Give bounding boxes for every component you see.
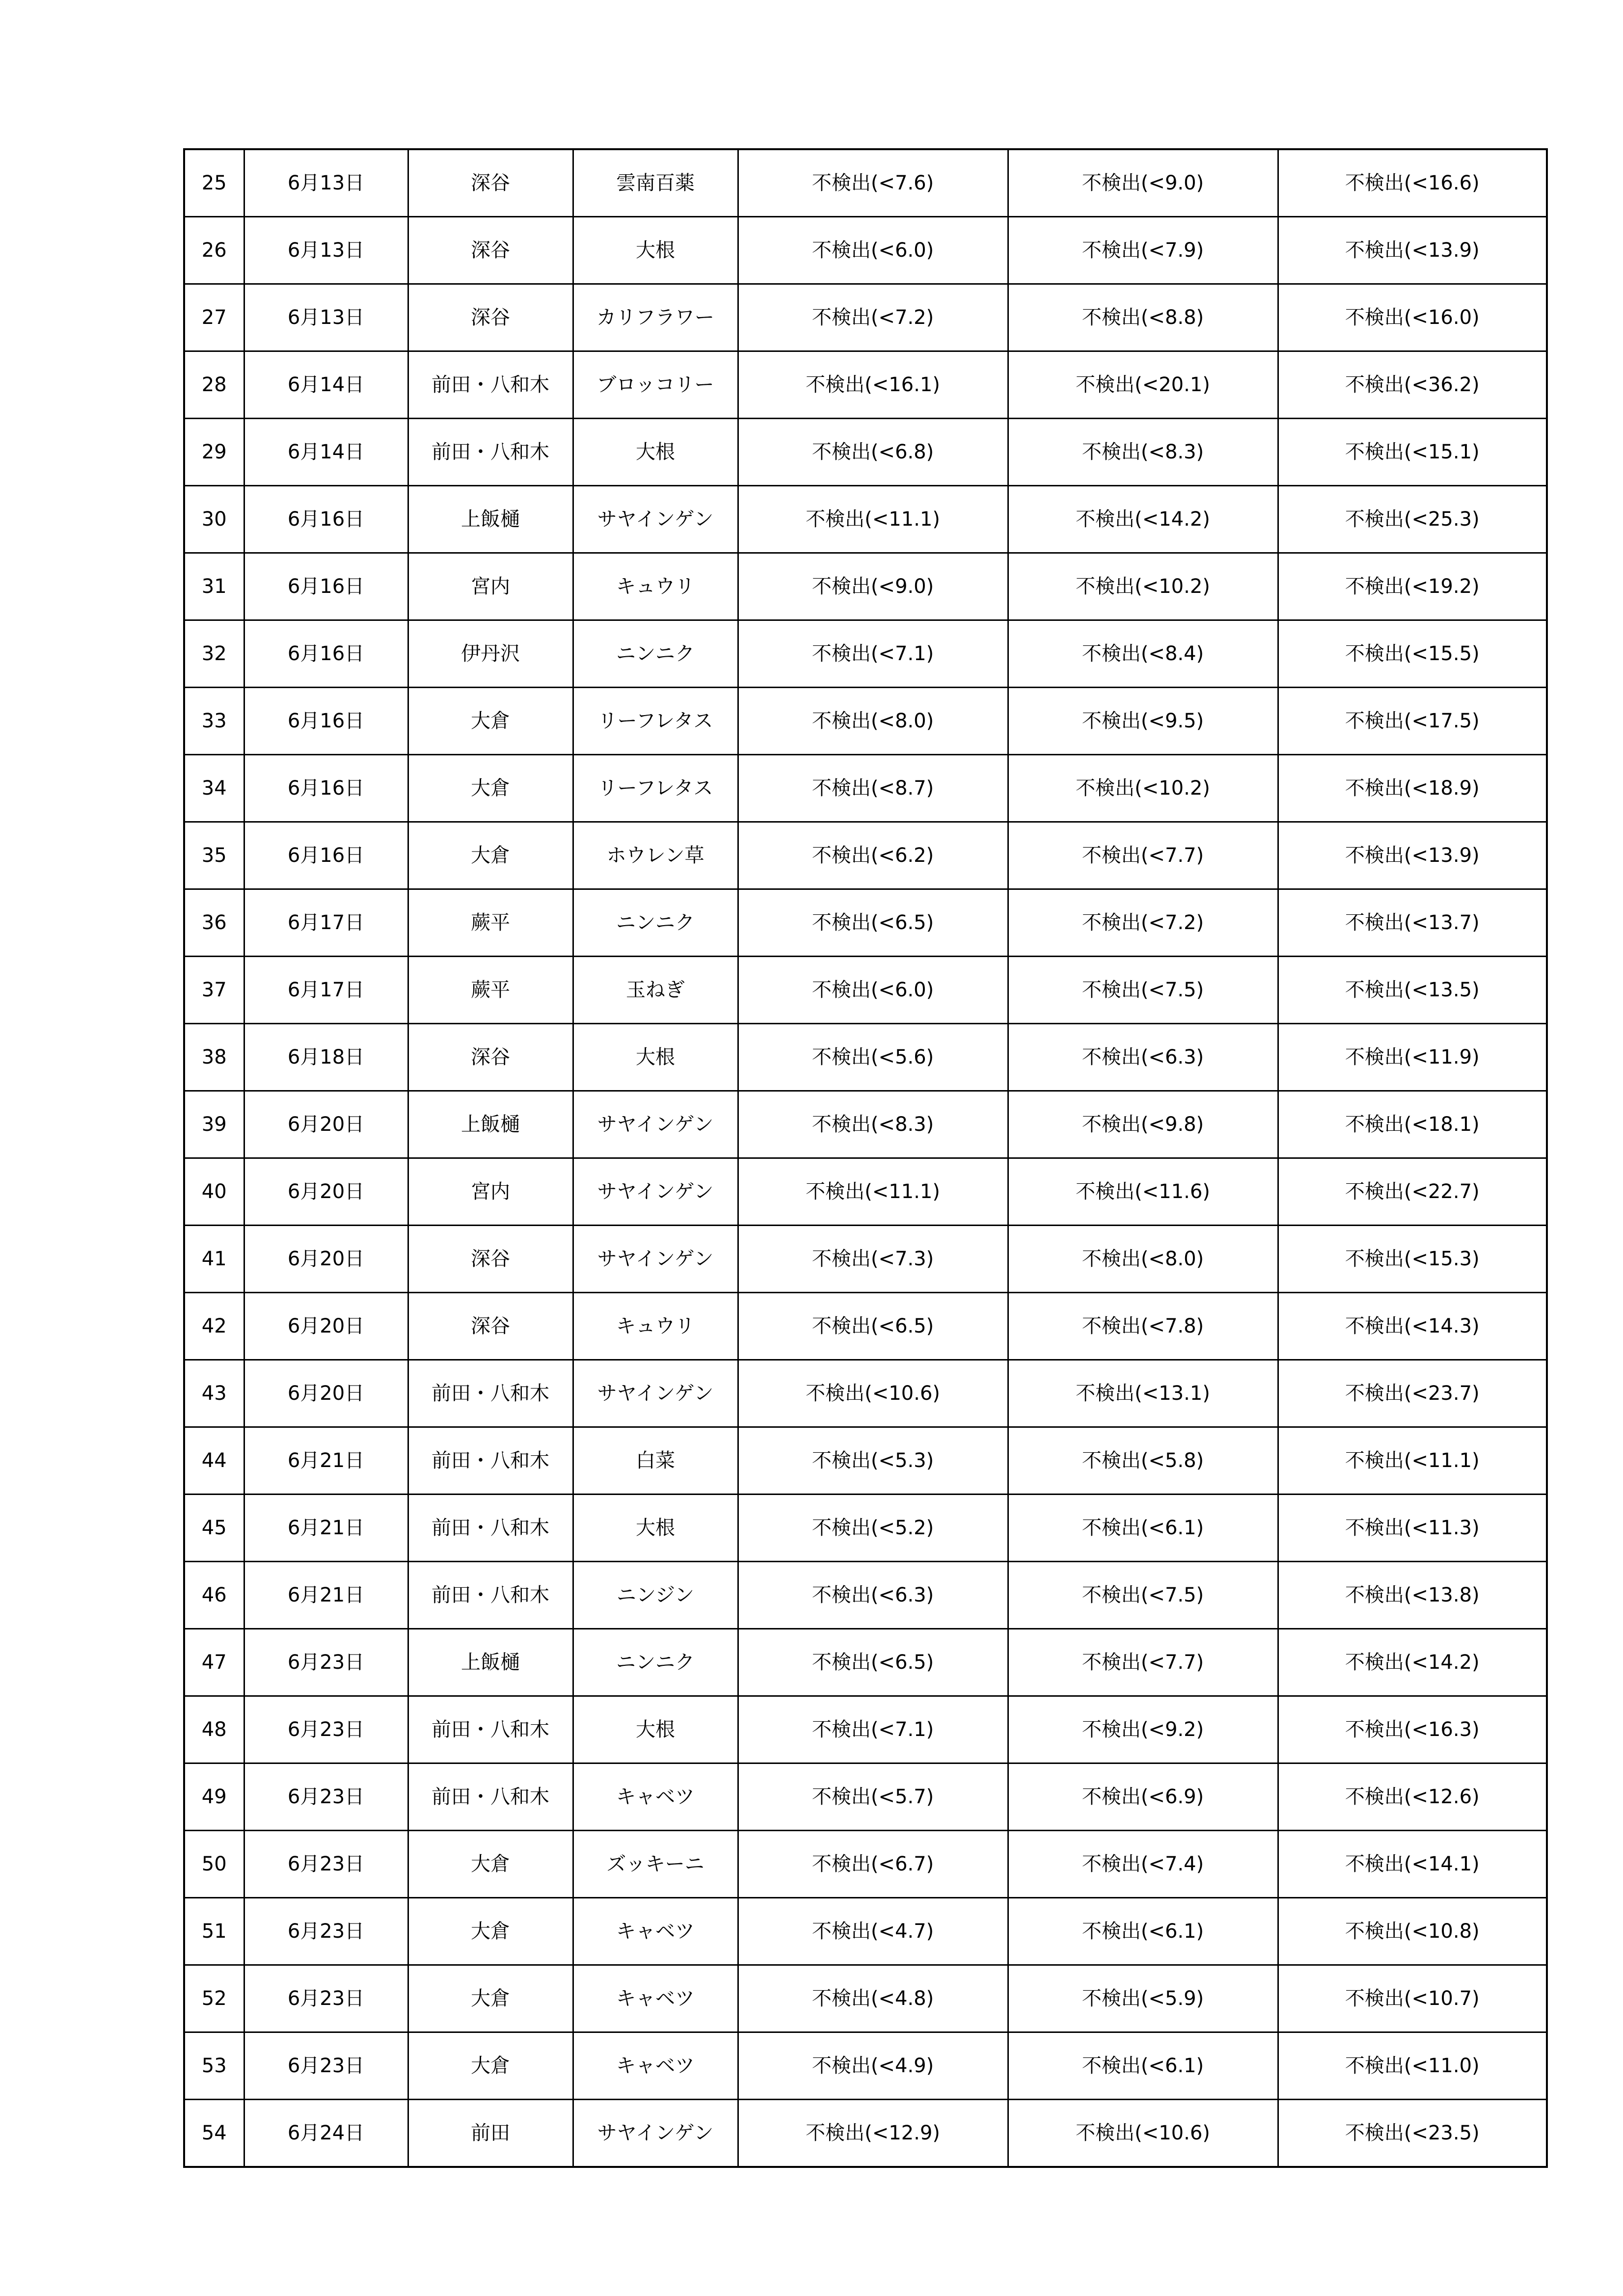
cell-result-2: 不検出(<7.5): [1008, 957, 1278, 1024]
cell-area: 深谷: [408, 1024, 573, 1091]
cell-result-3: 不検出(<11.0): [1278, 2032, 1547, 2100]
cell-number: 28: [184, 351, 244, 419]
cell-date: 6月16日: [244, 822, 408, 889]
cell-result-3: 不検出(<10.8): [1278, 1898, 1547, 1965]
cell-item: キュウリ: [573, 1293, 738, 1360]
cell-date: 6月21日: [244, 1562, 408, 1629]
cell-area: 前田・八和木: [408, 1763, 573, 1831]
table-row: [184, 1427, 1547, 1495]
table-row: [184, 1158, 1547, 1226]
cell-result-1: 不検出(<6.3): [738, 1562, 1008, 1629]
cell-result-3: 不検出(<13.9): [1278, 822, 1547, 889]
cell-number: 52: [184, 1965, 244, 2032]
cell-result-3: 不検出(<18.9): [1278, 755, 1547, 822]
table-row: [184, 1360, 1547, 1427]
cell-number: 34: [184, 755, 244, 822]
cell-result-3: 不検出(<10.7): [1278, 1965, 1547, 2032]
cell-number: 32: [184, 620, 244, 688]
cell-number: 53: [184, 2032, 244, 2100]
cell-result-3: 不検出(<11.1): [1278, 1427, 1547, 1495]
cell-date: 6月13日: [244, 217, 408, 284]
cell-date: 6月18日: [244, 1024, 408, 1091]
cell-result-3: 不検出(<12.6): [1278, 1763, 1547, 1831]
cell-number: 36: [184, 889, 244, 957]
table-row: [184, 1293, 1547, 1360]
cell-result-3: 不検出(<11.9): [1278, 1024, 1547, 1091]
cell-area: 前田・八和木: [408, 1427, 573, 1495]
cell-item: ズッキーニ: [573, 1831, 738, 1898]
cell-result-1: 不検出(<11.1): [738, 1158, 1008, 1226]
cell-number: 45: [184, 1495, 244, 1562]
cell-item: 玉ねぎ: [573, 957, 738, 1024]
table-row: [184, 486, 1547, 553]
cell-area: 深谷: [408, 149, 573, 217]
cell-result-3: 不検出(<13.9): [1278, 217, 1547, 284]
cell-result-2: 不検出(<7.2): [1008, 889, 1278, 957]
cell-result-2: 不検出(<8.0): [1008, 1226, 1278, 1293]
table-row: [184, 1898, 1547, 1965]
cell-item: サヤインゲン: [573, 486, 738, 553]
cell-area: 上飯樋: [408, 486, 573, 553]
table-row: [184, 620, 1547, 688]
cell-result-3: 不検出(<15.1): [1278, 419, 1547, 486]
cell-result-2: 不検出(<13.1): [1008, 1360, 1278, 1427]
cell-result-1: 不検出(<8.0): [738, 688, 1008, 755]
table-row: [184, 957, 1547, 1024]
cell-result-1: 不検出(<6.8): [738, 419, 1008, 486]
cell-number: 31: [184, 553, 244, 620]
cell-item: 大根: [573, 419, 738, 486]
cell-number: 41: [184, 1226, 244, 1293]
inspection-results-table: [183, 148, 1548, 2168]
cell-result-2: 不検出(<10.6): [1008, 2100, 1278, 2167]
table-row: [184, 419, 1547, 486]
cell-result-2: 不検出(<8.3): [1008, 419, 1278, 486]
cell-result-1: 不検出(<6.5): [738, 889, 1008, 957]
cell-date: 6月17日: [244, 889, 408, 957]
cell-number: 43: [184, 1360, 244, 1427]
cell-item: 雲南百薬: [573, 149, 738, 217]
cell-item: ニンニク: [573, 620, 738, 688]
cell-number: 26: [184, 217, 244, 284]
cell-number: 54: [184, 2100, 244, 2167]
cell-result-1: 不検出(<6.5): [738, 1293, 1008, 1360]
cell-date: 6月23日: [244, 1898, 408, 1965]
cell-date: 6月14日: [244, 419, 408, 486]
cell-date: 6月23日: [244, 1831, 408, 1898]
cell-area: 前田・八和木: [408, 1696, 573, 1763]
cell-area: 大倉: [408, 755, 573, 822]
cell-number: 51: [184, 1898, 244, 1965]
cell-item: キャベツ: [573, 2032, 738, 2100]
cell-number: 29: [184, 419, 244, 486]
cell-number: 30: [184, 486, 244, 553]
cell-number: 25: [184, 149, 244, 217]
cell-item: カリフラワー: [573, 284, 738, 351]
cell-area: 深谷: [408, 284, 573, 351]
cell-result-2: 不検出(<6.1): [1008, 1495, 1278, 1562]
cell-result-2: 不検出(<14.2): [1008, 486, 1278, 553]
cell-area: 前田・八和木: [408, 419, 573, 486]
cell-item: リーフレタス: [573, 755, 738, 822]
cell-result-1: 不検出(<12.9): [738, 2100, 1008, 2167]
cell-result-2: 不検出(<6.1): [1008, 1898, 1278, 1965]
table-row: [184, 1091, 1547, 1158]
cell-item: キャベツ: [573, 1898, 738, 1965]
cell-number: 38: [184, 1024, 244, 1091]
cell-result-2: 不検出(<9.0): [1008, 149, 1278, 217]
cell-area: 上飯樋: [408, 1091, 573, 1158]
cell-result-3: 不検出(<13.5): [1278, 957, 1547, 1024]
cell-result-2: 不検出(<7.9): [1008, 217, 1278, 284]
cell-result-2: 不検出(<9.2): [1008, 1696, 1278, 1763]
cell-date: 6月17日: [244, 957, 408, 1024]
table-row: [184, 822, 1547, 889]
cell-result-2: 不検出(<7.4): [1008, 1831, 1278, 1898]
cell-date: 6月16日: [244, 755, 408, 822]
cell-area: 宮内: [408, 1158, 573, 1226]
cell-result-1: 不検出(<7.1): [738, 1696, 1008, 1763]
cell-result-2: 不検出(<5.8): [1008, 1427, 1278, 1495]
table-row: [184, 1763, 1547, 1831]
cell-item: サヤインゲン: [573, 1226, 738, 1293]
cell-result-3: 不検出(<19.2): [1278, 553, 1547, 620]
cell-area: 前田・八和木: [408, 1495, 573, 1562]
cell-result-1: 不検出(<7.6): [738, 149, 1008, 217]
cell-area: 蕨平: [408, 889, 573, 957]
cell-result-1: 不検出(<7.2): [738, 284, 1008, 351]
cell-result-3: 不検出(<16.6): [1278, 149, 1547, 217]
cell-item: ニンジン: [573, 1562, 738, 1629]
cell-date: 6月20日: [244, 1226, 408, 1293]
cell-result-3: 不検出(<16.0): [1278, 284, 1547, 351]
cell-result-1: 不検出(<9.0): [738, 553, 1008, 620]
cell-result-2: 不検出(<6.9): [1008, 1763, 1278, 1831]
table-row: [184, 889, 1547, 957]
cell-result-1: 不検出(<7.1): [738, 620, 1008, 688]
cell-result-2: 不検出(<8.8): [1008, 284, 1278, 351]
table-row: [184, 1629, 1547, 1696]
cell-area: 前田・八和木: [408, 1360, 573, 1427]
cell-item: 大根: [573, 1495, 738, 1562]
cell-item: サヤインゲン: [573, 1091, 738, 1158]
table-row: [184, 2032, 1547, 2100]
table-row: [184, 351, 1547, 419]
cell-result-2: 不検出(<6.1): [1008, 2032, 1278, 2100]
cell-result-2: 不検出(<7.8): [1008, 1293, 1278, 1360]
table-row: [184, 1696, 1547, 1763]
cell-result-3: 不検出(<14.3): [1278, 1293, 1547, 1360]
table-row: [184, 149, 1547, 217]
cell-result-3: 不検出(<17.5): [1278, 688, 1547, 755]
cell-date: 6月24日: [244, 2100, 408, 2167]
cell-area: 深谷: [408, 1293, 573, 1360]
cell-item: サヤインゲン: [573, 1360, 738, 1427]
cell-number: 39: [184, 1091, 244, 1158]
cell-area: 大倉: [408, 1898, 573, 1965]
cell-area: 前田・八和木: [408, 351, 573, 419]
cell-date: 6月16日: [244, 553, 408, 620]
cell-result-1: 不検出(<5.7): [738, 1763, 1008, 1831]
cell-date: 6月20日: [244, 1158, 408, 1226]
cell-area: 大倉: [408, 688, 573, 755]
cell-area: 上飯樋: [408, 1629, 573, 1696]
cell-result-3: 不検出(<11.3): [1278, 1495, 1547, 1562]
cell-result-2: 不検出(<9.5): [1008, 688, 1278, 755]
cell-result-3: 不検出(<13.7): [1278, 889, 1547, 957]
cell-date: 6月21日: [244, 1427, 408, 1495]
cell-result-3: 不検出(<25.3): [1278, 486, 1547, 553]
cell-result-3: 不検出(<36.2): [1278, 351, 1547, 419]
cell-area: 大倉: [408, 1831, 573, 1898]
cell-date: 6月23日: [244, 1763, 408, 1831]
cell-result-2: 不検出(<5.9): [1008, 1965, 1278, 2032]
table-row: [184, 1965, 1547, 2032]
cell-result-1: 不検出(<6.0): [738, 957, 1008, 1024]
cell-result-3: 不検出(<13.8): [1278, 1562, 1547, 1629]
cell-area: 前田: [408, 2100, 573, 2167]
cell-result-1: 不検出(<4.7): [738, 1898, 1008, 1965]
cell-date: 6月16日: [244, 620, 408, 688]
cell-date: 6月23日: [244, 1696, 408, 1763]
cell-area: 前田・八和木: [408, 1562, 573, 1629]
cell-result-1: 不検出(<16.1): [738, 351, 1008, 419]
cell-number: 44: [184, 1427, 244, 1495]
cell-result-3: 不検出(<23.7): [1278, 1360, 1547, 1427]
cell-number: 37: [184, 957, 244, 1024]
cell-item: 白菜: [573, 1427, 738, 1495]
cell-result-2: 不検出(<9.8): [1008, 1091, 1278, 1158]
cell-result-1: 不検出(<5.6): [738, 1024, 1008, 1091]
table-row: [184, 217, 1547, 284]
cell-date: 6月20日: [244, 1360, 408, 1427]
cell-area: 大倉: [408, 1965, 573, 2032]
cell-result-2: 不検出(<10.2): [1008, 553, 1278, 620]
cell-area: 深谷: [408, 217, 573, 284]
cell-item: キャベツ: [573, 1763, 738, 1831]
cell-item: ブロッコリー: [573, 351, 738, 419]
cell-area: 宮内: [408, 553, 573, 620]
cell-item: 大根: [573, 217, 738, 284]
cell-result-3: 不検出(<23.5): [1278, 2100, 1547, 2167]
cell-number: 40: [184, 1158, 244, 1226]
cell-number: 27: [184, 284, 244, 351]
cell-result-1: 不検出(<6.0): [738, 217, 1008, 284]
cell-number: 49: [184, 1763, 244, 1831]
cell-result-1: 不検出(<4.8): [738, 1965, 1008, 2032]
cell-item: サヤインゲン: [573, 1158, 738, 1226]
cell-number: 47: [184, 1629, 244, 1696]
cell-result-3: 不検出(<14.2): [1278, 1629, 1547, 1696]
cell-date: 6月20日: [244, 1091, 408, 1158]
cell-date: 6月23日: [244, 1965, 408, 2032]
cell-date: 6月13日: [244, 284, 408, 351]
cell-item: ニンニク: [573, 889, 738, 957]
cell-result-2: 不検出(<20.1): [1008, 351, 1278, 419]
table-row: [184, 2100, 1547, 2167]
cell-date: 6月21日: [244, 1495, 408, 1562]
cell-number: 46: [184, 1562, 244, 1629]
results-sheet: [183, 148, 1546, 2168]
table-body: [184, 149, 1547, 2167]
cell-result-2: 不検出(<11.6): [1008, 1158, 1278, 1226]
cell-result-1: 不検出(<6.2): [738, 822, 1008, 889]
cell-item: 大根: [573, 1024, 738, 1091]
cell-date: 6月16日: [244, 688, 408, 755]
cell-number: 50: [184, 1831, 244, 1898]
cell-item: キャベツ: [573, 1965, 738, 2032]
cell-result-1: 不検出(<11.1): [738, 486, 1008, 553]
cell-number: 48: [184, 1696, 244, 1763]
cell-result-1: 不検出(<6.7): [738, 1831, 1008, 1898]
cell-number: 35: [184, 822, 244, 889]
cell-result-3: 不検出(<22.7): [1278, 1158, 1547, 1226]
cell-result-1: 不検出(<8.7): [738, 755, 1008, 822]
cell-result-1: 不検出(<8.3): [738, 1091, 1008, 1158]
cell-result-3: 不検出(<15.5): [1278, 620, 1547, 688]
cell-result-3: 不検出(<14.1): [1278, 1831, 1547, 1898]
table-row: [184, 284, 1547, 351]
cell-item: 大根: [573, 1696, 738, 1763]
cell-result-1: 不検出(<7.3): [738, 1226, 1008, 1293]
table-row: [184, 1226, 1547, 1293]
cell-date: 6月20日: [244, 1293, 408, 1360]
cell-number: 33: [184, 688, 244, 755]
cell-area: 大倉: [408, 2032, 573, 2100]
table-row: [184, 1495, 1547, 1562]
cell-item: ニンニク: [573, 1629, 738, 1696]
cell-date: 6月23日: [244, 1629, 408, 1696]
cell-area: 深谷: [408, 1226, 573, 1293]
cell-result-2: 不検出(<7.7): [1008, 822, 1278, 889]
cell-date: 6月23日: [244, 2032, 408, 2100]
cell-result-2: 不検出(<10.2): [1008, 755, 1278, 822]
cell-result-3: 不検出(<15.3): [1278, 1226, 1547, 1293]
table-row: [184, 1024, 1547, 1091]
cell-result-2: 不検出(<8.4): [1008, 620, 1278, 688]
cell-result-2: 不検出(<6.3): [1008, 1024, 1278, 1091]
cell-item: サヤインゲン: [573, 2100, 738, 2167]
cell-area: 伊丹沢: [408, 620, 573, 688]
cell-area: 大倉: [408, 822, 573, 889]
cell-number: 42: [184, 1293, 244, 1360]
cell-result-1: 不検出(<5.2): [738, 1495, 1008, 1562]
table-row: [184, 553, 1547, 620]
cell-result-1: 不検出(<5.3): [738, 1427, 1008, 1495]
cell-item: リーフレタス: [573, 688, 738, 755]
cell-date: 6月14日: [244, 351, 408, 419]
table-row: [184, 755, 1547, 822]
table-row: [184, 688, 1547, 755]
cell-area: 蕨平: [408, 957, 573, 1024]
cell-item: キュウリ: [573, 553, 738, 620]
cell-result-2: 不検出(<7.5): [1008, 1562, 1278, 1629]
cell-result-3: 不検出(<16.3): [1278, 1696, 1547, 1763]
cell-date: 6月13日: [244, 149, 408, 217]
cell-date: 6月16日: [244, 486, 408, 553]
cell-result-1: 不検出(<6.5): [738, 1629, 1008, 1696]
cell-result-2: 不検出(<7.7): [1008, 1629, 1278, 1696]
cell-item: ホウレン草: [573, 822, 738, 889]
table-row: [184, 1562, 1547, 1629]
cell-result-1: 不検出(<4.9): [738, 2032, 1008, 2100]
table-row: [184, 1831, 1547, 1898]
cell-result-3: 不検出(<18.1): [1278, 1091, 1547, 1158]
cell-result-1: 不検出(<10.6): [738, 1360, 1008, 1427]
